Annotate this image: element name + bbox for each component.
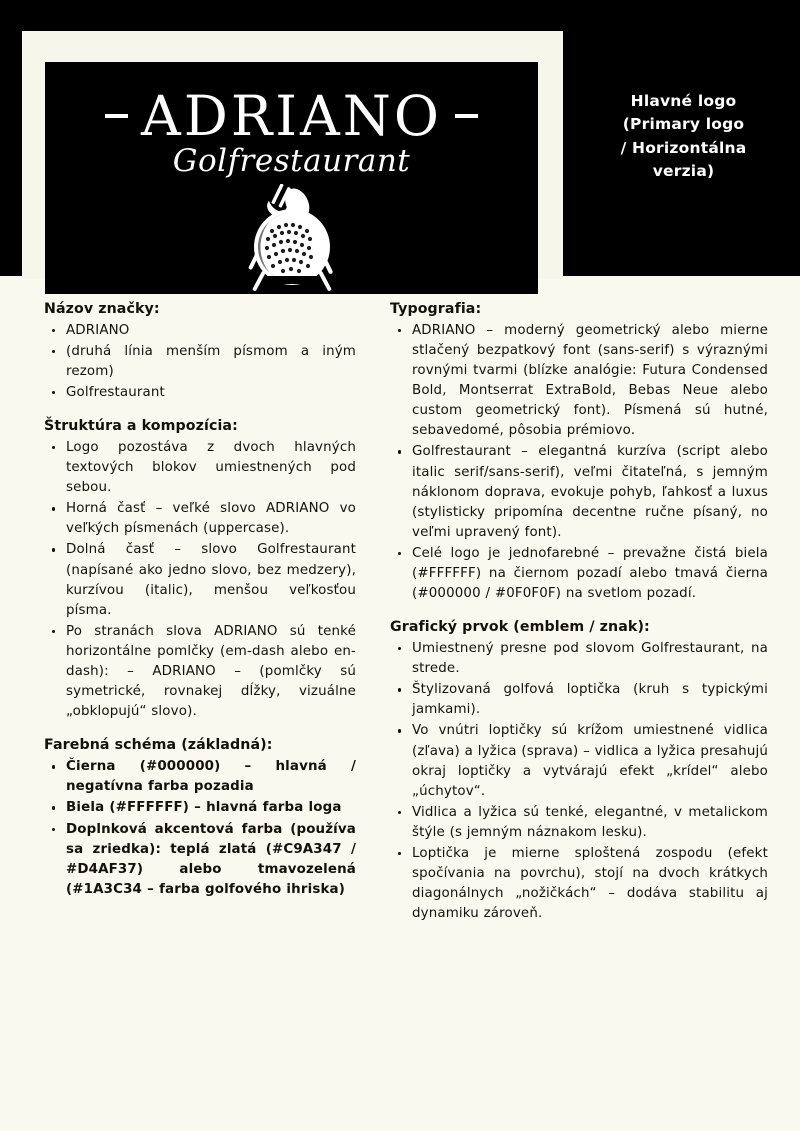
- band-caption: [576, 90, 791, 183]
- list-item: Golfrestaurant – elegantná kurzíva (script alebo italic serif/sans-serif), veľmi čitateľná, s jemným náklonom doprava, evokuje pohyb, ľahkosť a luxus (stylisticky pripomína decentne ručne písaný, no veľmi upravený font).: [390, 442, 768, 543]
- right-dash-icon: [455, 114, 478, 118]
- list-item: Loptička je mierne sploštená zospodu (efekt spočívania na povrchu), stojí na dvoch krátkych diagonálnych „nožičkách“ – dodáva stabilitu aj dynamiku zároveň.: [390, 844, 768, 924]
- section-heading-nazov-znacky: Názov značky:: [44, 301, 160, 317]
- logo-plate: [45, 62, 538, 294]
- left-dash-icon: [105, 114, 128, 118]
- right-column: [368, 300, 800, 926]
- list-item: Vo vnútri loptičky sú krížom umiestnené vidlica (zľava) a lyžica (sprava) – vidlica a lyžica presahujú okraj loptičky a vytvárajú efekt „krídel“ alebo „úchytov“.: [390, 721, 768, 801]
- list-item: Biela (#FFFFFF) – hlavná farba loga: [44, 798, 356, 818]
- list-item: Logo pozostáva z dvoch hlavných textových blokov umiestnených pod sebou.: [44, 438, 356, 498]
- list-item: Umiestnený presne pod slovom Golfrestaurant, na strede.: [390, 639, 768, 679]
- band-caption-line-2: (Primary logo: [622, 115, 745, 134]
- golf-ball-fork-spoon-emblem: [227, 184, 357, 294]
- list-item: Po stranách slova ADRIANO sú tenké horizontálne pomlčky (em-dash alebo en-dash): – ADRIANO – (pomlčky sú symetrické, rovnakej dĺžky, vizuálne „obklopujú“ slovo).: [44, 622, 356, 723]
- list-item: Horná časť – veľké slovo ADRIANO vo veľkých písmenách (uppercase).: [44, 499, 356, 539]
- section-heading-struktura-kompozicia: Štruktúra a kompozícia:: [44, 418, 238, 435]
- band-caption-line-1: Hlavné logo: [630, 92, 737, 110]
- list-item: ADRIANO: [44, 321, 356, 341]
- list-item: Celé logo je jednofarebné – prevažne čistá biela (#FFFFFF) na čiernom pozadí alebo tmavá čierna (#000000 / #0F0F0F) na svetlom pozadí.: [390, 544, 768, 604]
- list-item: Vidlica a lyžica sú tenké, elegantné, v metalickom štýle (s jemným náznakom lesku).: [390, 803, 768, 843]
- list-typografia: [390, 321, 768, 605]
- list-item: Golfrestaurant: [44, 383, 356, 403]
- band-caption-line-3: / Horizontálna: [620, 138, 747, 157]
- list-item: Dolná časť – slovo Golfrestaurant (napísané ako jedno slovo, bez medzery), kurzívou (italic), menšou veľkosťou písma.: [44, 540, 356, 620]
- list-item: Čierna (#000000) – hlavná / negatívna farba pozadia: [44, 757, 356, 797]
- section-heading-farebna-schema: Farebná schéma (základná):: [44, 737, 273, 754]
- section-heading-typografia: Typografia:: [390, 301, 482, 317]
- content-columns: [0, 300, 800, 1120]
- list-graficky-prvok: [390, 639, 768, 925]
- logo-wordmark: ADRIANO: [141, 83, 442, 148]
- wordmark-row: [45, 84, 538, 148]
- list-item: Štylizovaná golfová loptička (kruh s typickými jamkami).: [390, 680, 768, 720]
- list-struktura-kompozicia: [44, 438, 356, 723]
- list-nazov-znacky: [44, 321, 356, 403]
- list-item: Doplnková akcentová farba (používa sa zriedka): teplá zlatá (#C9A347 / #D4AF37) alebo tmavozelená (#1A3C34 – farba golfového ihriska): [44, 820, 356, 900]
- list-farebna-schema: [44, 757, 356, 900]
- section-heading-graficky-prvok: Grafický prvok (emblem / znak):: [390, 619, 650, 636]
- logo-script-line: Golfrestaurant: [172, 143, 411, 179]
- list-item: (druhá línia menším písmom a iným rezom): [44, 342, 356, 382]
- logo-lockup: [45, 62, 538, 294]
- left-column: [0, 300, 368, 901]
- band-caption-line-4: verzia): [652, 161, 715, 180]
- list-item: ADRIANO – moderný geometrický alebo mierne stlačený bezpatkový font (sans-serif) s výraznými rovnými tvarmi (blízke analógie: Futura Condensed Bold, Montserrat ExtraBold, Bebas Neue alebo custom geometrický font). Písmená sú hutné, sebavedomé, pôsobia prémiovo.: [390, 321, 768, 442]
